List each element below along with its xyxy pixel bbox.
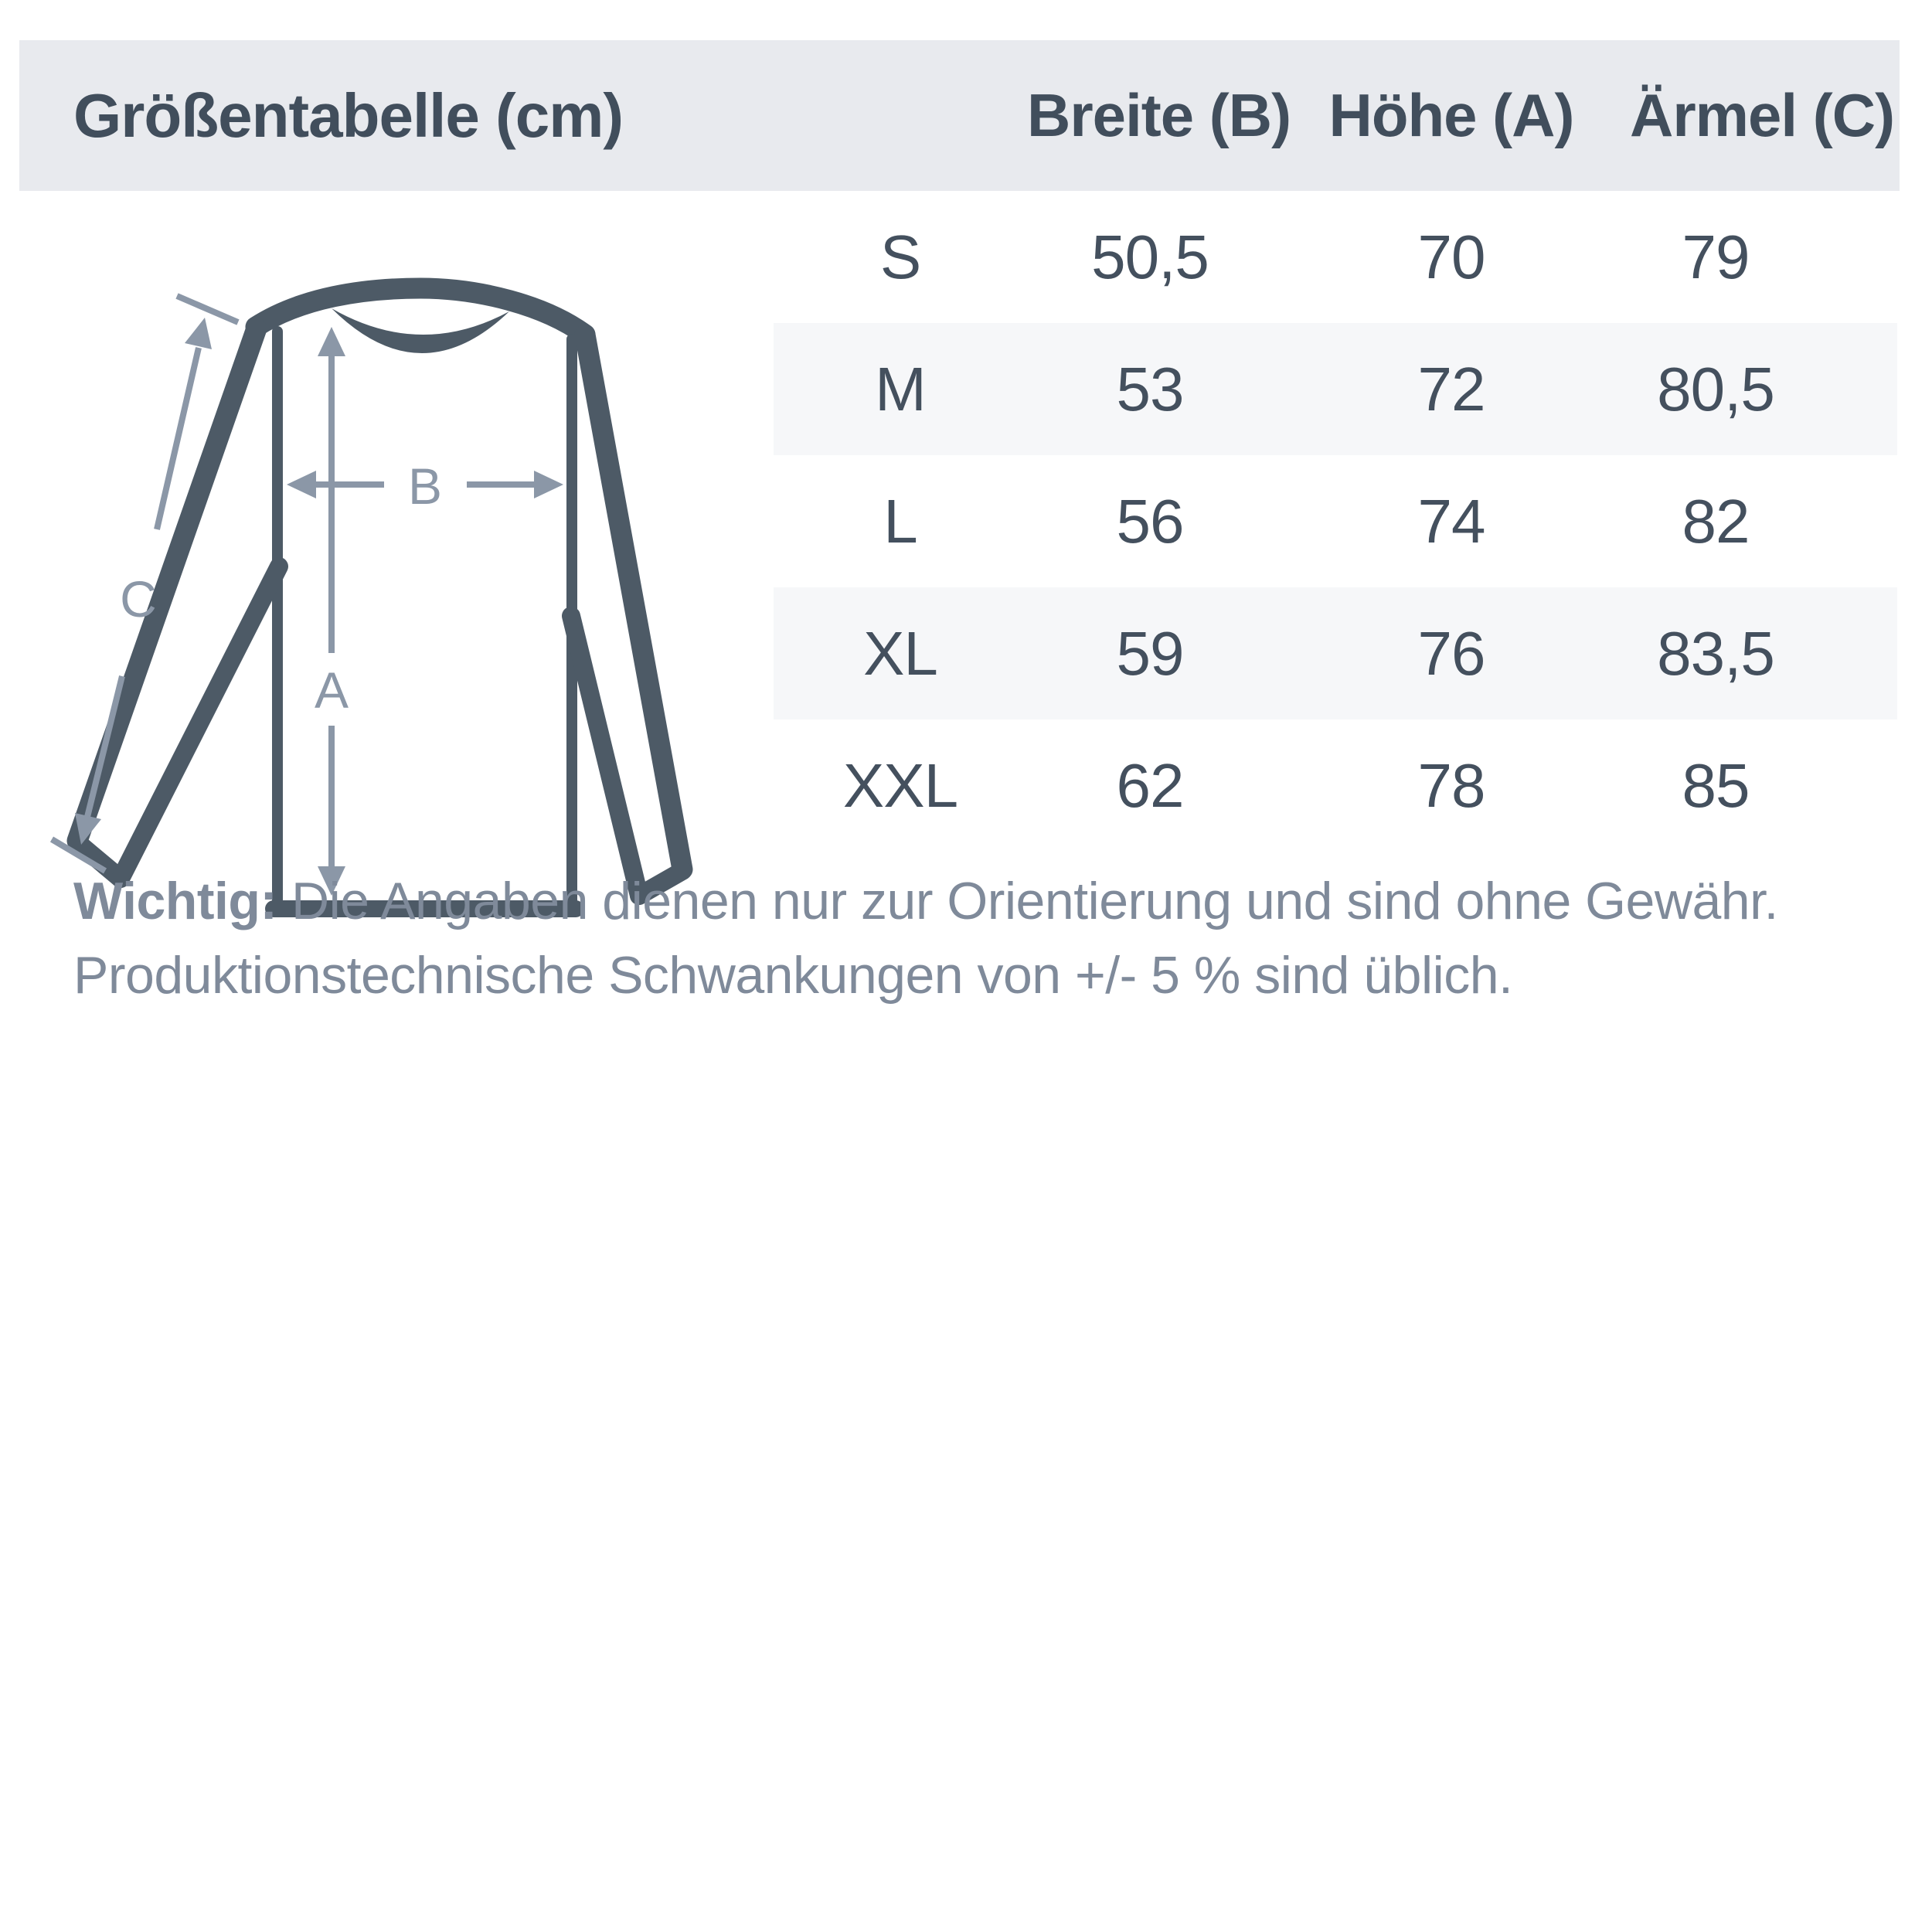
dimension-label-a: A (314, 662, 349, 719)
hoehe-value: 76 (1417, 618, 1485, 688)
hoehe-value: 78 (1417, 750, 1485, 820)
column-header-breite: Breite (B) (1027, 81, 1291, 149)
page-title: Größentabelle (cm) (73, 81, 624, 150)
size-label: XXL (842, 750, 958, 820)
note-line-1 (73, 864, 1874, 938)
table-header-bar (19, 40, 1900, 191)
breite-value: 59 (1116, 618, 1184, 688)
hoehe-value: 70 (1417, 222, 1485, 291)
sweater-outline (77, 288, 682, 909)
note-text (73, 864, 1874, 1012)
size-label: L (883, 486, 917, 556)
dimension-arrow-b (287, 457, 563, 515)
size-label: XL (863, 618, 937, 688)
breite-value: 56 (1116, 486, 1184, 556)
note-line-1-rest: Die Angaben dienen nur zur Orientierung und sind ohne Gewähr. (277, 872, 1778, 930)
table-row-m (774, 323, 1897, 455)
aermel-value: 80,5 (1657, 354, 1774, 423)
table-row-s (774, 191, 1897, 323)
aermel-value: 85 (1682, 750, 1750, 820)
dimension-arrow-c (52, 296, 238, 871)
aermel-value: 83,5 (1657, 618, 1774, 688)
hoehe-value: 72 (1417, 354, 1485, 423)
size-diagram (43, 267, 699, 939)
breite-value: 53 (1116, 354, 1184, 423)
size-label: S (879, 222, 921, 291)
breite-value: 50,5 (1091, 222, 1209, 291)
dimension-label-c: C (120, 570, 157, 628)
note-label: Wichtig: (73, 872, 277, 930)
collar (332, 308, 509, 353)
column-header-hoehe: Höhe (A) (1328, 81, 1574, 149)
note-line-2: Produktionstechnische Schwankungen von +/- 5 % sind üblich. (73, 946, 1513, 1005)
arrowhead-left (287, 471, 316, 498)
hoehe-value: 74 (1417, 486, 1485, 556)
table-row-l (774, 455, 1897, 587)
aermel-value: 79 (1682, 222, 1750, 291)
column-header-aermel: Ärmel (C) (1630, 81, 1895, 149)
table-row-xxl (774, 719, 1897, 852)
left-sleeve (77, 328, 257, 841)
aermel-value: 82 (1682, 486, 1750, 556)
arrowhead-up (318, 327, 345, 356)
right-sleeve (585, 335, 682, 869)
dimension-arrow-a (315, 327, 349, 896)
size-label: M (875, 354, 926, 423)
breite-value: 62 (1116, 750, 1184, 820)
arrowhead-up (185, 318, 212, 349)
dimension-label-b: B (407, 457, 443, 515)
arrowhead-right (534, 471, 563, 498)
table-row-xl (774, 587, 1897, 719)
